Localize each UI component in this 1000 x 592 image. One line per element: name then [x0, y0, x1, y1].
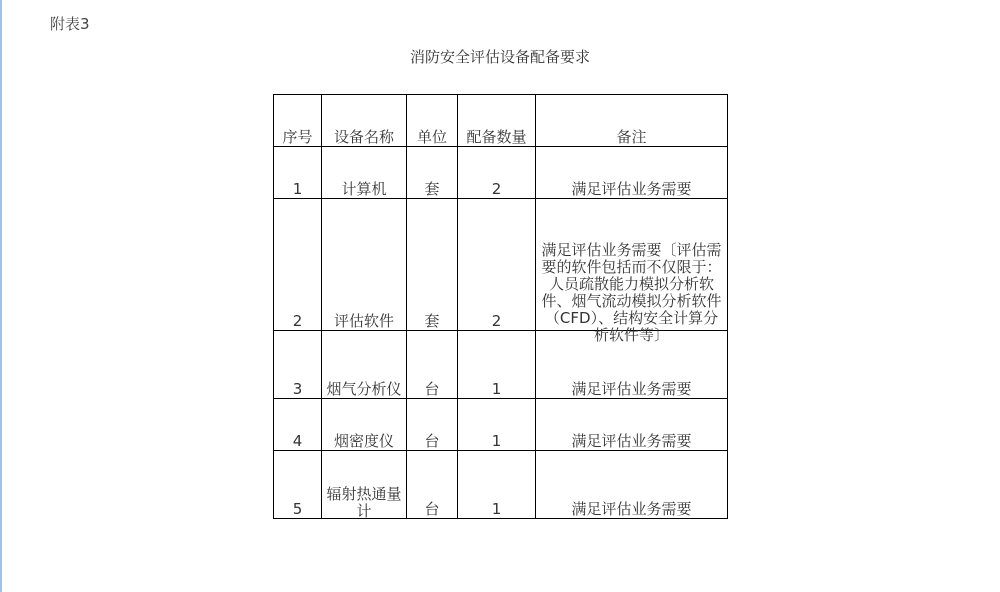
row-no: 2	[274, 199, 322, 331]
table-row	[274, 451, 728, 519]
row-no: 5	[274, 451, 322, 519]
row-name: 评估软件	[322, 199, 407, 331]
row-unit: 台	[407, 331, 458, 399]
table-row	[274, 399, 728, 451]
table-header-row	[274, 95, 728, 147]
row-no: 3	[274, 331, 322, 399]
row-unit: 台	[407, 399, 458, 451]
row-no: 1	[274, 147, 322, 199]
row-note	[536, 199, 728, 344]
attachment-label: 附表3	[50, 15, 90, 33]
row-name: 计算机	[322, 147, 407, 199]
row-unit: 套	[407, 147, 458, 199]
table-row	[274, 199, 728, 331]
row-qty: 1	[458, 451, 536, 519]
row-note-text: 满足评估业务需要〔评估需要的软件包括而不仅限于：人员疏散能力模拟分析软件、烟气流动模拟分析软件（CFD）、结构安全计算分析软件等〕	[541, 241, 722, 344]
row-no: 4	[274, 399, 322, 451]
window-left-border	[0, 0, 2, 592]
header-cell-name: 设备名称	[322, 95, 407, 147]
document-title: 消防安全评估设备配备要求	[409, 48, 590, 66]
table-row	[274, 147, 728, 199]
row-note: 满足评估业务需要	[536, 451, 728, 519]
row-name	[322, 451, 407, 519]
header-cell-no: 序号	[274, 95, 322, 147]
row-qty: 1	[458, 399, 536, 451]
row-note: 满足评估业务需要	[536, 399, 728, 451]
equipment-table	[273, 94, 728, 519]
row-note: 满足评估业务需要	[536, 331, 728, 399]
header-cell-qty: 配备数量	[458, 95, 536, 147]
row-qty: 2	[458, 199, 536, 331]
header-cell-unit: 单位	[407, 95, 458, 147]
row-unit: 台	[407, 451, 458, 519]
row-note: 满足评估业务需要	[536, 147, 728, 199]
row-qty: 2	[458, 147, 536, 199]
row-qty: 1	[458, 331, 536, 399]
row-name-text: 辐射热通量计	[326, 485, 402, 520]
row-name	[322, 331, 407, 399]
row-unit: 套	[407, 199, 458, 331]
row-name-text: 烟气分析仪	[326, 380, 402, 398]
header-cell-note: 备注	[536, 95, 728, 147]
row-name: 烟密度仪	[322, 399, 407, 451]
